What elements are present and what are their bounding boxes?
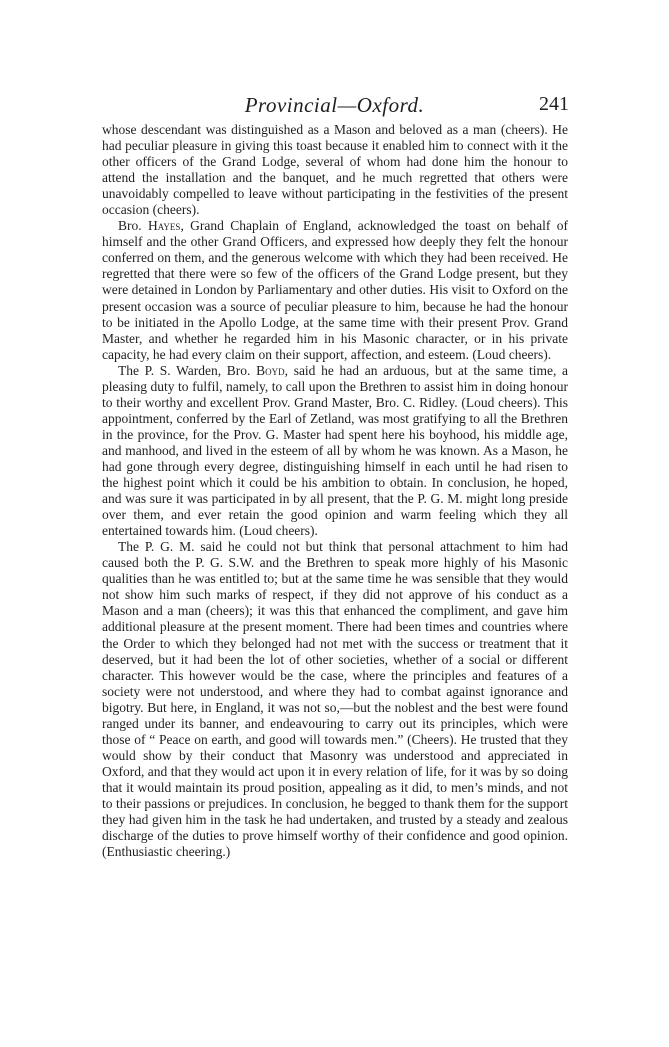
body-text bbox=[102, 122, 568, 860]
page-number: 241 bbox=[539, 93, 569, 115]
paragraph-lead: Bro. bbox=[118, 218, 148, 234]
paragraph-text: , said he had an arduous, but at the same time, a pleasing duty to fulfil, namely, to call upon the Brethren to assist him in doing honour to their worthy and excellent Prov. Grand Master, Bro. C. Ridley. (Loud cheers). This appointment, conferred by the Earl of Zetland, was most gratifying to all the Brethren in the province, for the Prov. G. Master had spent here his boyhood, his middle age, and manhood, and lived in the esteem of all by whom he was known. As a Mason, he had gone through every degree, distinguishing himself in each until he had risen to the highest point which it could be his ambition to obtain. In conclusion, he hoped, and was sure it was participated in by all present, that the P. G. M. might long preside over them, and ever retain the good opinion and warm feeling which they all entertained towards him. (Loud cheers). bbox=[102, 362, 568, 539]
running-title: Provincial—Oxford. bbox=[244, 93, 425, 117]
paragraph-text: , Grand Chaplain of England, acknowledged the toast on behalf of himself and the other Grand Officers, and expressed how deeply they felt the honour conferred on them, and the generous welcome with which they had been received. He regretted that there were so few of the officers of the Grand Lodge present, but they were detained in London by Parliamentary and other duties. His visit to Oxford on the present occasion was a source of peculiar pleasure to him, because he had the honour to be initiated in the Apollo Lodge, at the same time with their present Prov. Grand Master, and whether he regarded him in his Masonic character, or in his private capacity, he had every claim on their support, affection, and esteem. (Loud cheers). bbox=[102, 218, 568, 362]
paragraph bbox=[102, 218, 568, 362]
speaker-name: Hayes bbox=[148, 218, 181, 234]
paragraph bbox=[102, 122, 568, 218]
paragraph bbox=[102, 363, 568, 540]
paragraph-text: whose descendant was distinguished as a Mason and beloved as a man (cheers). He had peculiar pleasure in giving this toast because it enabled him to connect with it the other officers of the Grand Lodge, several of whom had done him the honour to attend the installation and the banquet, and he much regretted that others were unavoidably compelled to leave without participating in the festivities of the present occasion (cheers). bbox=[102, 122, 568, 218]
paragraph-lead: The P. S. Warden, Bro. bbox=[118, 362, 257, 378]
paragraph bbox=[102, 539, 568, 860]
running-head bbox=[0, 93, 669, 117]
speaker-name: Boyd bbox=[256, 362, 285, 378]
paragraph-text: The P. G. M. said he could not but think that personal attachment to him had caused both the P. G. S.W. and the Brethren to speak more highly of his Masonic qualities than he was entitled to; but at the same time he was sensible that they would not show him such marks of respect, if they did not approve of his conduct as a Mason and a man (cheers); it was this that enhanced the compliment, and gave him additional pleasure at the present moment. There had been times and countries where the Order to which they belonged had not met with the success or treatment that it deserved, but it had been the lot of other societies, whether of a social or different character. This however would be the case, where the principles and features of a society were not understood, and where they had to combat against ignorance and bigotry. But here, in England, it was not so,—but the noblest and the best were found ranged under its banner, and endeavouring to carry out its principles, which were those of “ Peace on earth, and good will towards men.” (Cheers). He trusted that they would show by their conduct that Masonry was understood and appreciated in Oxford, and that they would act upon it in every relation of life, for it was by so doing that it would maintain its proud position, appealing as it did, to men’s minds, and not to their passions or prejudices. In conclusion, he begged to thank them for the support they had given him in the task he had undertaken, and trusted by a steady and zealous discharge of the duties to prove himself worthy of their confidence and good opinion. (Enthusiastic cheering.) bbox=[102, 539, 568, 860]
